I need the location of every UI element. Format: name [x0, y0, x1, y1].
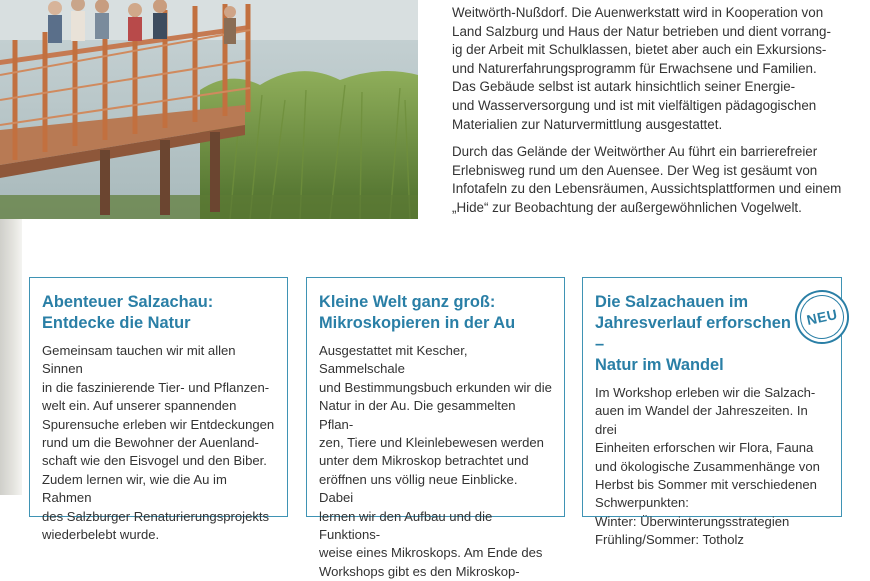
card-body [42, 342, 275, 544]
card-title-line: Jahresverlauf erforschen – [595, 314, 791, 353]
card-body [319, 342, 552, 581]
text-line: weise eines Mikroskops. Am Ende des [319, 545, 543, 561]
intro-paragraph-1 [452, 4, 852, 134]
card-title [42, 292, 275, 334]
text-line: und ökologische Zusammenhänge von [595, 458, 820, 474]
text-line: Schwerpunkten: [595, 495, 689, 511]
new-badge-label: NEU [805, 305, 839, 329]
text-line: Materialien zur Naturvermittlung ausgestattet. [452, 116, 723, 132]
text-line: auen im Wandel der Jahreszeiten. In drei [595, 403, 808, 437]
text-line: Im Workshop erleben wir die Salzach- [595, 385, 816, 400]
card-title-line: Die Salzachauen im [595, 293, 749, 311]
text-line: des Salzburger Renaturierungsprojekts [42, 508, 270, 524]
intro-text [452, 4, 852, 227]
card-title-line: Kleine Welt ganz groß: [319, 293, 496, 311]
text-line: zen, Tiere und Kleinlebewesen werden [319, 435, 544, 451]
workshop-card-mikroskopieren [306, 277, 565, 579]
text-line: lernen wir den Aufbau und die Funktions- [319, 508, 493, 543]
intro-paragraph-2 [452, 143, 852, 217]
text-line: Durch das Gelände der Weitwörther Au führt ein barrierefreier [452, 144, 818, 160]
text-line: rund um die Bewohner der Auenland- [42, 435, 259, 451]
text-line: Herbst bis Sommer mit verschiedenen [595, 477, 817, 493]
text-line: ig der Arbeit mit Schulklassen, bietet aber auch ein Exkursions- [452, 42, 827, 58]
text-line: „Hide“ zur Beobachtung der außergewöhnlichen Vogelwelt. [452, 199, 802, 215]
text-line: Frühling/Sommer: Totholz [595, 532, 744, 548]
text-line: Workshops gibt es den Mikroskop- [319, 563, 520, 579]
text-line: und Naturerfahrungsprogramm für Erwachsene und Familien. [452, 60, 817, 76]
text-line: Natur in der Au. Die gesammelten Pflan- [319, 398, 516, 432]
new-badge-stamp [790, 285, 854, 349]
workshop-card-jahresverlauf [582, 277, 842, 548]
text-line: schaft wie den Eisvogel und den Biber. [42, 453, 267, 469]
card-body [595, 384, 829, 550]
text-line: Das Gebäude selbst ist autark hinsichtlich seiner Energie- [452, 79, 796, 95]
text-line: Ausgestattet mit Kescher, Sammelschale [319, 343, 468, 377]
card-title-line: Natur im Wandel [595, 356, 724, 374]
card-title-line: Mikroskopieren in der Au [319, 314, 516, 332]
text-line: eröffnen uns völlig neue Einblicke. Dabei [319, 471, 518, 506]
text-line: unter dem Mikroskop betrachtet und [319, 453, 529, 469]
text-line: in die faszinierende Tier- und Pflanzen- [42, 379, 270, 395]
text-line: Infotafeln zu den Lebensräumen, Aussichtsplattformen und einem [452, 181, 842, 197]
text-line: Winter: Überwinterungsstrategien [595, 513, 790, 529]
viewing-platform-photo [0, 0, 418, 219]
card-title [319, 292, 552, 334]
header-photo [0, 0, 418, 219]
workshop-card-abenteuer [29, 277, 288, 543]
card-title-line: Abenteuer Salzachau: [42, 293, 214, 311]
text-line: Zudem lernen wir, wie die Au im Rahmen [42, 471, 227, 506]
card-title-line: Entdecke die Natur [42, 314, 191, 332]
text-line: wiederbelebt wurde. [42, 527, 160, 543]
text-line: und Wasserversorgung und ist mit vielfältigen pädagogischen [452, 97, 817, 113]
text-line: Weitwörth-Nußdorf. Die Auenwerkstatt wird in Kooperation von [452, 5, 824, 20]
text-line: Einheiten erforschen wir Flora, Fauna [595, 440, 814, 456]
text-line: welt ein. Auf unserer spannenden [42, 398, 237, 414]
card-title [595, 292, 795, 376]
paper-edge-decoration [0, 219, 22, 495]
text-line: Land Salzburg und Haus der Natur betrieben und dient vorrang- [452, 23, 831, 39]
text-line: Gemeinsam tauchen wir mit allen Sinnen [42, 343, 236, 377]
text-line: Spurensuche erleben wir Entdeckungen [42, 416, 275, 432]
text-line: und Bestimmungsbuch erkunden wir die [319, 379, 552, 395]
text-line: Erlebnisweg rund um den Auensee. Der Weg ist gesäumt von [452, 162, 818, 178]
